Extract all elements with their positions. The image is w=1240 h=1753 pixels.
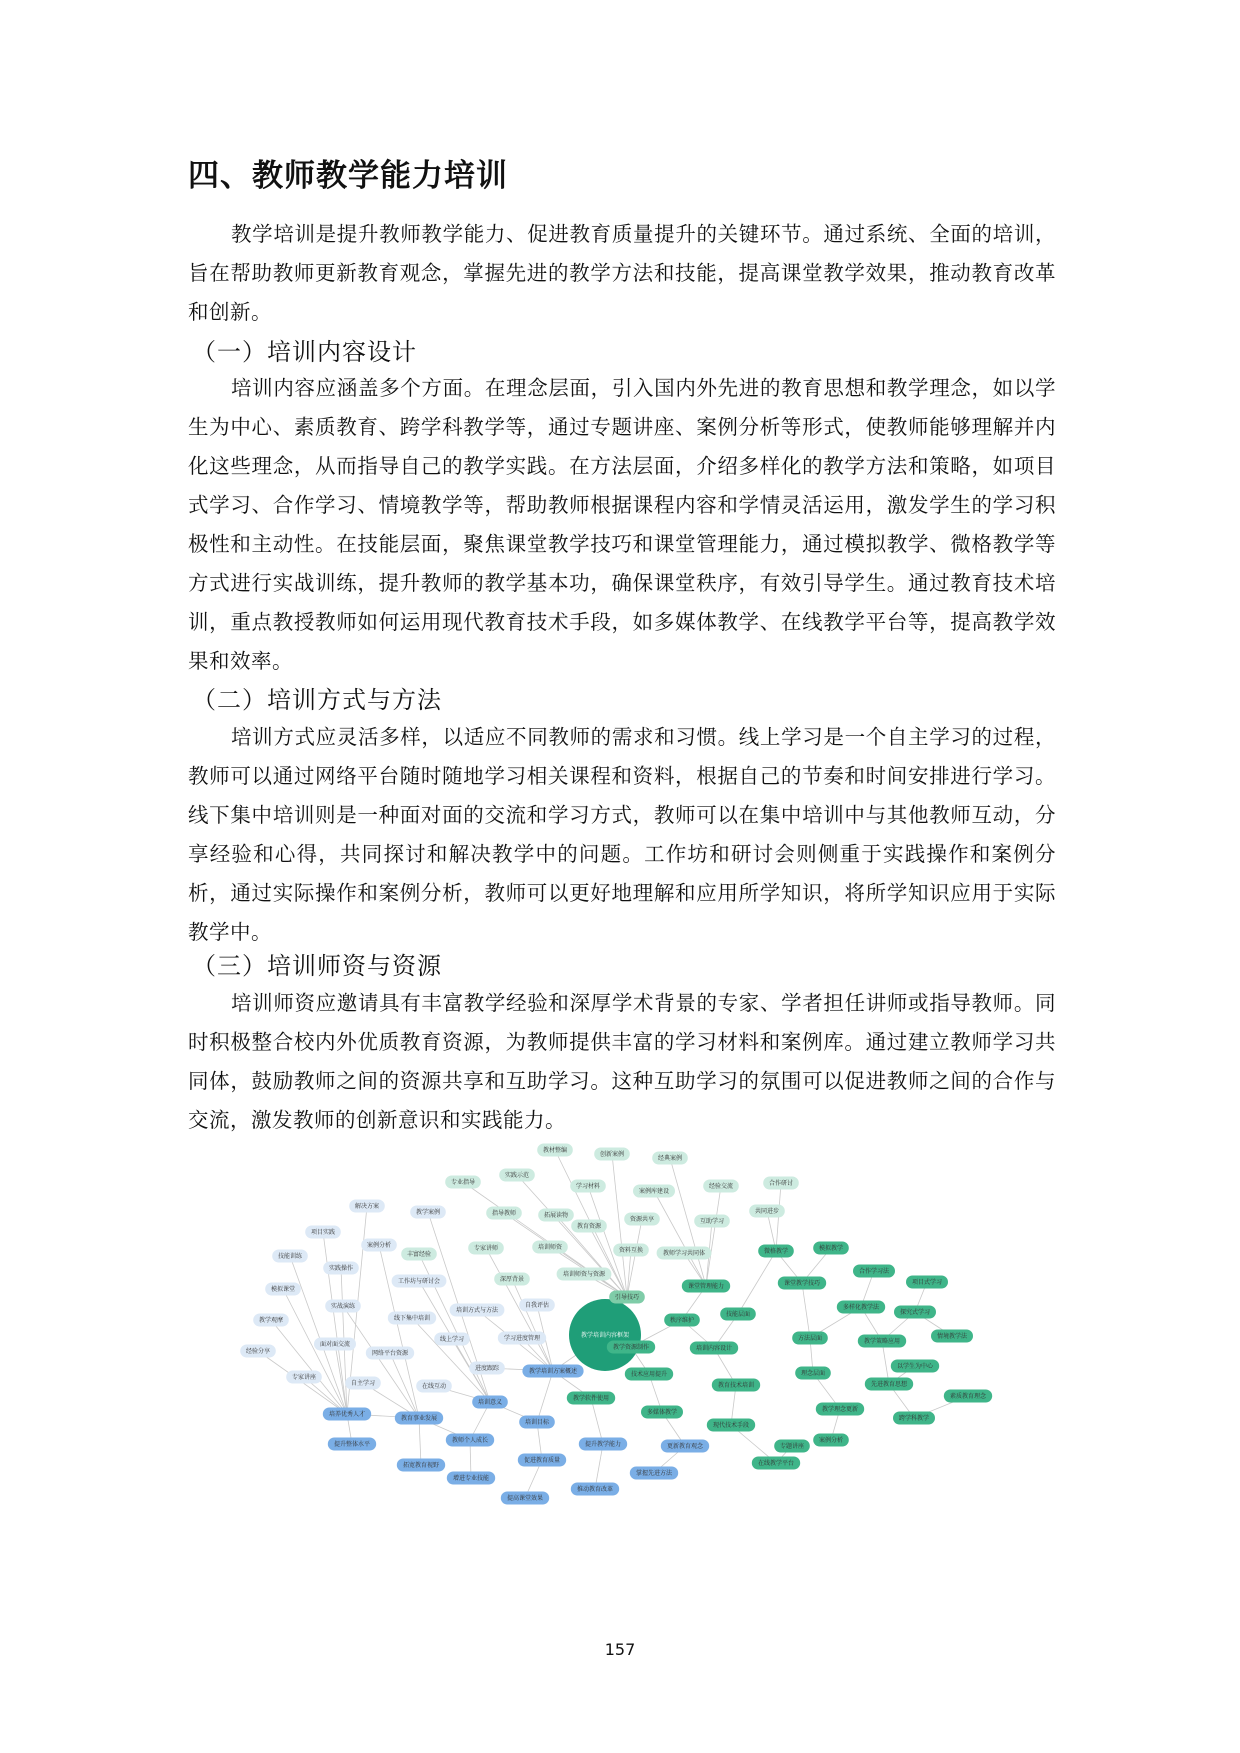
mind-map-node: [410, 1206, 446, 1219]
mind-map-node-label: 资料互换: [618, 1247, 644, 1255]
mind-map-node: [579, 1438, 627, 1451]
mind-map-node: [567, 1392, 615, 1405]
mind-map-node-label: 线上学习: [439, 1336, 465, 1344]
mind-map-node-label: 掌握先进方法: [635, 1470, 673, 1478]
mind-map-node-label: 指导教师: [491, 1210, 517, 1218]
mind-map-node: [522, 1365, 583, 1378]
mind-map-node-label: 培训方式与方法: [455, 1307, 499, 1315]
mind-map-node: [345, 1377, 381, 1390]
mind-map-node-label: 以学生为中心: [896, 1363, 934, 1371]
mind-map-node: [468, 1242, 504, 1255]
mind-map-node: [906, 1276, 948, 1289]
mind-map-node: [499, 1169, 535, 1182]
mind-map-node: [538, 1209, 574, 1222]
intro-paragraph: 教学培训是提升教师教学能力、促进教育质量提升的关键环节。通过系统、全面的培训，旨在帮助教师更新教育观念，掌握先进的教学方法和技能，提高课堂教学效果，推动教育改革和创新。: [188, 222, 1056, 324]
mind-map-node-label: 解决方案: [354, 1203, 380, 1211]
mind-map-center-label: 教学培训内容框架: [580, 1332, 630, 1339]
mind-map-node: [652, 1152, 688, 1165]
mind-map-node: [891, 1360, 939, 1373]
mind-map-node: [395, 1412, 443, 1425]
mind-map-node-label: 方法层面: [797, 1335, 823, 1343]
mind-map-node: [630, 1467, 678, 1480]
mind-map-node: [272, 1250, 308, 1263]
mind-map-node-label: 创新案例: [599, 1151, 625, 1159]
mind-map-node-label: 案例分析: [366, 1242, 392, 1250]
mind-map-node: [532, 1241, 568, 1254]
mind-map-node: [416, 1380, 452, 1393]
mind-map-node-label: 教学软件使用: [572, 1395, 610, 1403]
mind-map-node: [792, 1332, 828, 1345]
mind-map-node: [486, 1207, 522, 1220]
mind-map-node-label: 深厚背景: [499, 1276, 525, 1284]
mind-map-link: [379, 1245, 419, 1418]
mind-map-node-label: 模拟教学: [818, 1245, 844, 1253]
content-design-paragraph: 培训内容应涵盖多个方面。在理念层面，引入国内外先进的教育思想和教学理念，如以学生为中心、素质教育、跨学科教学等，通过专题讲座、案例分析等形式，使教师能够理解并内化这些理念，从而指导自己的教学实践。在方法层面，介绍多样化的教学方法和策略，如项目式学习、合作学习、情境教学等，帮助教师根据课程内容和学情灵活运用，激发学生的学习积极性和主动性。在技能层面，聚焦课堂教学技巧和课堂管理能力，通过模拟教学、微格教学等方式进行实战训练，提升教师的教学基本功，确保课堂秩序，有效引导学生。通过教育技术培训，重点教授教师如何运用现代教育技术手段，如多媒体教学、在线教学平台等，提高教学效果和效率。: [188, 376, 1056, 673]
mind-map-node: [633, 1185, 675, 1198]
mind-map-node-label: 先进教育思想: [870, 1381, 908, 1389]
mind-map-node: [703, 1180, 739, 1193]
mind-map-node-label: 专业指导: [450, 1179, 476, 1187]
mind-map-node: [445, 1176, 481, 1189]
mind-map-link: [654, 1191, 706, 1286]
mind-map-node: [752, 1457, 800, 1470]
mind-map-node: [664, 1314, 700, 1327]
mind-map-link: [537, 1371, 553, 1422]
subsection-title-content: （一）培训内容设计: [192, 338, 417, 366]
mind-map-node: [286, 1371, 322, 1384]
mind-map-node: [944, 1390, 992, 1403]
mind-map-node: [594, 1148, 630, 1161]
mind-map-node-label: 实践示范: [504, 1172, 530, 1180]
mind-map-node: [518, 1454, 566, 1467]
mind-map-node: [472, 1396, 508, 1409]
mind-map-node: [894, 1306, 936, 1319]
mind-map-node-label: 现代技术手段: [712, 1422, 750, 1430]
mind-map-node: [571, 1483, 619, 1496]
mind-map-link: [512, 1279, 553, 1371]
mind-map-node-label: 自我评估: [524, 1302, 550, 1310]
mind-map-node-label: 情境教学法: [936, 1333, 968, 1341]
mind-map-node-label: 教学培训方案概述: [528, 1368, 578, 1376]
mind-map-node-label: 经验分享: [245, 1348, 271, 1356]
mind-map-node: [763, 1177, 799, 1190]
mind-map-node: [305, 1226, 341, 1239]
mind-map-figure: [200, 1125, 1040, 1555]
mind-map-node: [447, 1472, 495, 1485]
mind-map-node-label: 技能层面: [725, 1311, 751, 1319]
mind-map-node-label: 技术应用提升: [630, 1371, 668, 1379]
mind-map-link: [627, 1219, 642, 1297]
mind-map-node: [265, 1283, 301, 1296]
mind-map-node: [690, 1342, 738, 1355]
mind-map-node: [314, 1338, 356, 1351]
mind-map-node: [893, 1412, 935, 1425]
mind-map-node: [624, 1213, 660, 1226]
mind-map-node-label: 经典案例: [657, 1155, 683, 1163]
mind-map-node-label: 教学策略应用: [863, 1338, 901, 1346]
mind-map-link: [595, 1444, 603, 1489]
mind-map-node: [609, 1291, 645, 1304]
subsection-title-methods: （二）培训方式与方法: [192, 686, 442, 714]
mind-map-node-label: 更新教育观念: [666, 1443, 704, 1451]
mind-map-node-label: 经验交流: [708, 1183, 734, 1191]
mind-map-node-label: 资源共享: [629, 1216, 655, 1224]
mind-map-node-label: 进度跟踪: [474, 1365, 500, 1373]
mind-map-node: [397, 1459, 445, 1472]
subsection-title-resources: （三）培训师资与资源: [192, 952, 442, 980]
mind-map-node: [682, 1280, 730, 1293]
mind-map-node: [325, 1300, 361, 1313]
mind-map-node-label: 引导技巧: [614, 1294, 640, 1302]
mind-map-node-label: 微格教学: [763, 1248, 789, 1256]
mind-map-node-label: 提高课堂效果: [506, 1495, 544, 1503]
mind-map-node-label: 素质教育理念: [949, 1393, 987, 1401]
mind-map-node: [366, 1347, 414, 1360]
mind-map-node-label: 增进专业技能: [452, 1475, 490, 1483]
mind-map-node: [571, 1220, 607, 1233]
mind-map-node-label: 多媒体教学: [646, 1409, 678, 1417]
mind-map-node-label: 学习进度管理: [503, 1335, 541, 1343]
mind-map-link: [290, 1256, 347, 1414]
mind-map-node: [388, 1312, 436, 1325]
mind-map-node-label: 教学资源制作: [612, 1344, 650, 1352]
mind-map-node: [446, 1434, 494, 1447]
mind-map-node-label: 互助学习: [699, 1218, 725, 1226]
mind-map-link: [627, 1250, 631, 1297]
mind-map-node: [813, 1434, 849, 1447]
mind-map-node: [613, 1244, 649, 1257]
mind-map-node-label: 培养优秀人才: [328, 1411, 366, 1419]
mind-map-center-node: [569, 1299, 641, 1371]
mind-map-node: [858, 1335, 906, 1348]
mind-map-node: [625, 1368, 673, 1381]
mind-map-node-label: 培训师资与资源: [562, 1271, 606, 1279]
mind-map-node-label: 教师个人成长: [451, 1437, 489, 1445]
mind-map-node: [361, 1239, 397, 1252]
mind-map-node-label: 拓宽教育视野: [402, 1462, 440, 1470]
mind-map-node-label: 在线教学平台: [757, 1460, 795, 1468]
mind-map-node-label: 面对面交流: [319, 1341, 351, 1349]
mind-map-node: [661, 1440, 709, 1453]
mind-map-node-label: 学习材料: [575, 1183, 601, 1191]
mind-map-node: [837, 1301, 885, 1314]
mind-map-node-label: 项目式学习: [911, 1279, 943, 1287]
mind-map-link: [706, 1186, 721, 1286]
mind-map-node-label: 教学观摩: [258, 1317, 284, 1325]
mind-map-node-label: 课堂管理能力: [687, 1283, 725, 1291]
mind-map-node-label: 提升教学能力: [584, 1441, 622, 1449]
mind-map-node: [469, 1362, 505, 1375]
mind-map-node: [349, 1200, 385, 1213]
mind-map-node: [570, 1180, 606, 1193]
page-number: 157: [604, 1640, 636, 1659]
mind-map-node-label: 秩序维护: [669, 1317, 695, 1325]
mind-map-node-label: 提升整体水平: [333, 1441, 371, 1449]
mind-map-node: [537, 1144, 573, 1157]
mind-map-node-label: 专题讲座: [779, 1443, 805, 1451]
mind-map-node-label: 丰富经验: [406, 1251, 432, 1259]
mind-map-node: [401, 1248, 437, 1261]
mind-map-node: [813, 1242, 849, 1255]
mind-map-node-label: 实践操作: [328, 1265, 354, 1273]
mind-map-node: [865, 1378, 913, 1391]
mind-map-node-label: 促进教育质量: [523, 1457, 561, 1465]
mind-map-node-label: 模拟课堂: [270, 1286, 296, 1294]
mind-map-node: [450, 1304, 505, 1317]
mind-map-node: [519, 1299, 555, 1312]
mind-map-node-label: 网络平台资源: [371, 1350, 409, 1358]
mind-map-node-label: 共同进步: [754, 1208, 780, 1216]
resources-paragraph: 培训师资应邀请具有丰富教学经验和深厚学术背景的专家、学者担任讲师或指导教师。同时积极整合校内外优质教育资源，为教师提供丰富的学习材料和案例库。通过建立教师学习共同体，鼓励教师之间的资源共享和互助学习。这种互助学习的氛围可以促进教师之间的合作与交流，激发教师的创新意识和实践能力。: [188, 991, 1056, 1132]
mind-map-node-label: 在线互动: [421, 1383, 447, 1391]
mind-map-link: [419, 1418, 421, 1465]
mind-map-node-label: 项目实践: [310, 1229, 336, 1237]
mind-map-node-label: 教育资源: [576, 1223, 602, 1231]
mind-map-node: [712, 1379, 760, 1392]
mind-map-node-label: 实战演练: [330, 1303, 356, 1311]
mind-map-link: [390, 1353, 419, 1418]
mind-map-node: [498, 1332, 546, 1345]
mind-map-link: [802, 1283, 810, 1338]
mind-map-node-label: 合作学习法: [858, 1268, 890, 1276]
mind-map-node: [323, 1262, 359, 1275]
mind-map-node-label: 专家讲师: [473, 1245, 499, 1253]
mind-map-node-label: 培训意义: [477, 1399, 503, 1407]
mind-map-node-label: 探究式学习: [899, 1309, 931, 1317]
mind-map-node-label: 教学案例: [415, 1209, 441, 1217]
mind-map-node: [853, 1265, 895, 1278]
section-heading: 四、教师教学能力培训: [188, 158, 508, 194]
mind-map-node: [494, 1273, 530, 1286]
mind-map-node-label: 技能训练: [277, 1253, 303, 1261]
mind-map-node-label: 专家讲座: [291, 1374, 317, 1382]
mind-map-node-label: 教学理念更新: [821, 1406, 859, 1414]
mind-map-node: [816, 1403, 864, 1416]
mind-map-node-label: 案例库建设: [638, 1188, 670, 1196]
mind-map-node: [657, 1247, 712, 1260]
mind-map-node: [501, 1492, 549, 1505]
mind-map-node: [641, 1406, 683, 1419]
mind-map-node: [774, 1440, 810, 1453]
mind-map-node-label: 教师学习共同体: [662, 1250, 706, 1258]
mind-map-node-label: 自主学习: [350, 1380, 376, 1388]
mind-map-node: [720, 1308, 756, 1321]
mind-map-node-label: 理念层面: [800, 1370, 826, 1378]
mind-map-node: [778, 1277, 826, 1290]
mind-map-node: [392, 1275, 447, 1288]
mind-map-node: [931, 1330, 973, 1343]
mind-map-node-label: 拓展读物: [543, 1212, 569, 1220]
mind-map-node-label: 培训目标: [524, 1419, 550, 1427]
mind-map-node: [749, 1205, 785, 1218]
mind-map-node: [707, 1419, 755, 1432]
mind-map-node-label: 培训内容设计: [695, 1345, 733, 1353]
mind-map-node: [434, 1333, 470, 1346]
mind-map-node-label: 案例分析: [818, 1437, 844, 1445]
mind-map-node-label: 推动教育改革: [576, 1486, 614, 1494]
mind-map-node-label: 培训师资: [537, 1244, 563, 1252]
mind-map-node-label: 教材整编: [542, 1147, 568, 1155]
mind-map-node: [557, 1268, 612, 1281]
mind-map-link: [738, 1251, 776, 1314]
mind-map-link: [271, 1320, 347, 1414]
mind-map-node: [328, 1438, 376, 1451]
mind-map-node: [253, 1314, 289, 1327]
mind-map-link: [591, 1398, 603, 1444]
mind-map-node: [323, 1408, 371, 1421]
mind-map-node-label: 线下集中培训: [393, 1315, 431, 1323]
mind-map-node: [240, 1345, 276, 1358]
mind-map-node: [758, 1245, 794, 1258]
mind-map-node-label: 合作研讨: [768, 1180, 794, 1188]
mind-map-node: [694, 1215, 730, 1228]
methods-paragraph: 培训方式应灵活多样，以适应不同教师的需求和习惯。线上学习是一个自主学习的过程，教师可以通过网络平台随时随地学习相关课程和资料，根据自己的节奏和时间安排进行学习。线下集中培训则是一种面对面的交流和学习方式，教师可以在集中培训中与其他教师互动，分享经验和心得，共同探讨和解决教学中的问题。工作坊和研讨会则侧重于实践操作和案例分析，通过实际操作和案例分析，教师可以更好地理解和应用所学知识，将所学知识应用于实际教学中。: [188, 725, 1056, 944]
mind-map-node: [519, 1416, 555, 1429]
mind-map-node-label: 工作坊与研讨会: [397, 1278, 441, 1286]
mind-map-node: [607, 1341, 655, 1354]
mind-map-node: [795, 1367, 831, 1380]
mind-map-node-label: 教育事业发展: [400, 1415, 438, 1423]
mind-map-node-label: 教育技术培训: [717, 1382, 755, 1390]
mind-map-node-label: 多样化教学法: [842, 1304, 880, 1312]
mind-map-node-label: 课堂教学技巧: [783, 1280, 821, 1288]
mind-map-node-label: 跨学科教学: [898, 1415, 930, 1423]
